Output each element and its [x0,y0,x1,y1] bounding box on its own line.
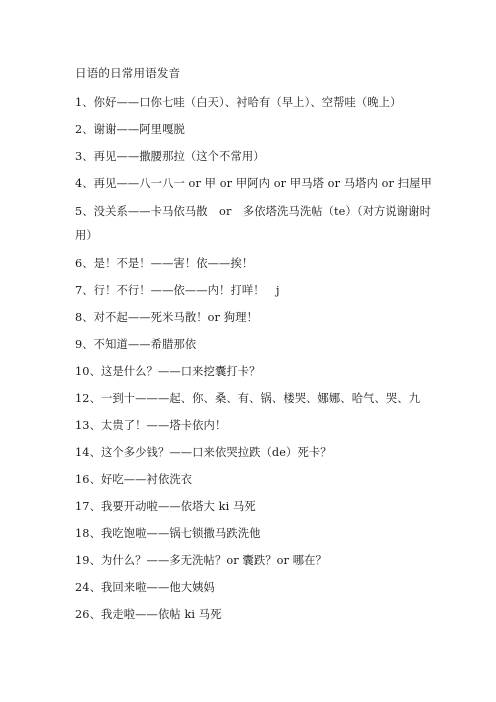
phrase-list [75,96,435,635]
phrase-line: 2、谢谢——阿里嘎脱 [75,123,185,136]
phrase-line: 18、我吃饱啦——锅七锁撒马跌洗他 [75,527,261,540]
phrase-line: 4、再见——八一八一 or 甲 or 甲阿内 or 甲马塔 or 马塔内 or 扫屋甲 [75,177,432,190]
phrase-line: 9、不知道——希腊那依 [75,338,197,351]
phrase-line: 17、我要开动啦——依塔大 ki 马死 [75,500,256,513]
phrase-line: 8、对不起——死米马散！or 狗理！ [75,311,258,324]
phrase-line: 14、这个多少钱？——口来依哭拉跌（de）死卡？ [75,446,332,459]
phrase-line: 3、再见——撒腰那拉（这个不常用） [75,150,265,163]
phrase-line: 5、没关系——卡马依马散 or 多依塔洗马洗帖（te）（对方说谢谢时用） [75,205,431,242]
phrase-line: 12、一到十———起、你、桑、有、锅、楼哭、娜娜、哈气、哭、九 [75,392,421,405]
phrase-line: 13、太贵了！——塔卡依内！ [75,419,227,432]
phrase-line: 19、为什么？——多无洗帖？or 囊跌？or 哪在？ [75,554,327,567]
phrase-line: 26、我走啦——依帖 ki 马死 [75,608,222,621]
phrase-line: 10、这是什么？——口来挖囊打卡？ [75,365,261,378]
phrase-line: 6、是！不是！——害！依——挨！ [75,257,254,270]
phrase-line: 24、我回来啦——他大姨妈 [75,581,215,594]
phrase-line: 1、你好——口你七哇（白天）、衬哈有（早上）、空帮哇（晚上） [75,96,402,109]
document-title: 日语的日常用语发音 [75,66,181,80]
phrase-line: 7、行！不行！——依——内！打咩！ j [75,284,280,297]
phrase-line: 16、好吃——衬依洗衣 [75,473,193,486]
